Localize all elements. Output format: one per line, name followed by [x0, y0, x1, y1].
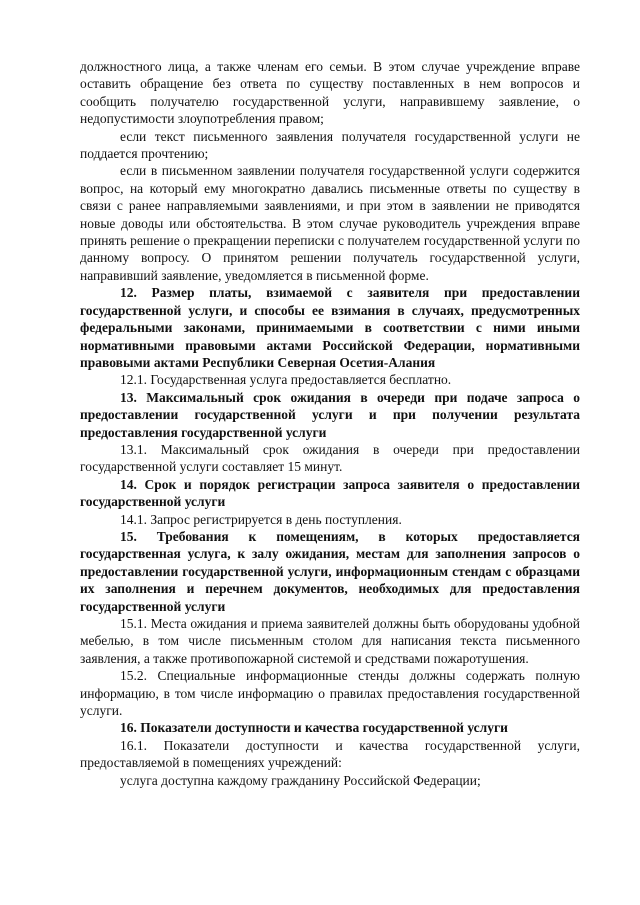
- paragraph-unreadable-text: если текст письменного заявления получателя государственной услуги не поддается прочтению;: [80, 128, 580, 162]
- paragraph-12-1: 12.1. Государственная услуга предоставляется бесплатно.: [120, 372, 452, 388]
- paragraph-availability: услуга доступна каждому гражданину Российской Федерации;: [120, 772, 481, 788]
- paragraph-repeated-question: если в письменном заявлении получателя государственной услуги содержится вопрос, на который ему многократно давались письменные ответы по существу в связи с ранее направляемыми заявлениями, и при этом в заявлении не приводятся новые доводы или обстоятельства. В этом случае руководитель учреждения вправе принять решение о прекращении переписки с получателем государственной услуги по данному вопросу. О принятом решении получатель государственной услуги, направивший заявление, уведомляется в письменной форме.: [80, 163, 580, 283]
- paragraph-15-1: 15.1. Места ожидания и приема заявителей должны быть оборудованы удобной мебелью, в том числе письменным столом для написания текста письменного заявления, а также противопожарной системой и средствами пожаротушения.: [80, 616, 580, 666]
- paragraph-13-1: 13.1. Максимальный срок ожидания в очереди при предоставлении государственной услуги составляет 15 минут.: [80, 441, 580, 475]
- section-heading-13: 13. Максимальный срок ожидания в очереди при подаче запроса о предоставлении государственной услуги и при получении результата предоставления государственной услуги: [80, 389, 580, 440]
- section-heading-14: 14. Срок и порядок регистрации запроса заявителя о предоставлении государственной услуги: [80, 476, 580, 510]
- paragraph-16-1: 16.1. Показатели доступности и качества государственной услуги, предоставляемой в помещениях учреждений:: [80, 737, 580, 771]
- section-heading-16: 16. Показатели доступности и качества государственной услуги: [120, 720, 508, 736]
- paragraph-15-2: 15.2. Специальные информационные стенды должны содержать полную информацию, в том числе информацию о правилах предоставления государственной услуги.: [80, 668, 580, 719]
- section-heading-15: 15. Требования к помещениям, в которых предоставляется государственная услуга, к залу ожидания, местам для заполнения запросов о предоставлении государственной услуги, информационным стендам с образцами их заполнения и перечнем документов, необходимых для предоставления государственной услуги: [80, 528, 580, 614]
- document-page: [80, 58, 580, 789]
- paragraph-continuation: должностного лица, а также членам его семьи. В этом случае учреждение вправе оставить обращение без ответа по существу поставленных в нем вопросов и сообщить получателю государственной услуги, направившему заявление, о недопустимости злоупотребления правом;: [80, 59, 580, 127]
- section-heading-12: 12. Размер платы, взимаемой с заявителя при предоставлении государственной услуги, и способы ее взимания в случаях, предусмотренных федеральными законами, принимаемыми в соответствии с ними иными нормативными правовыми актами Российской Федерации, нормативными правовыми актами Республики Северная Осетия-Алания: [80, 285, 580, 370]
- paragraph-14-1: 14.1. Запрос регистрируется в день поступления.: [120, 511, 402, 527]
